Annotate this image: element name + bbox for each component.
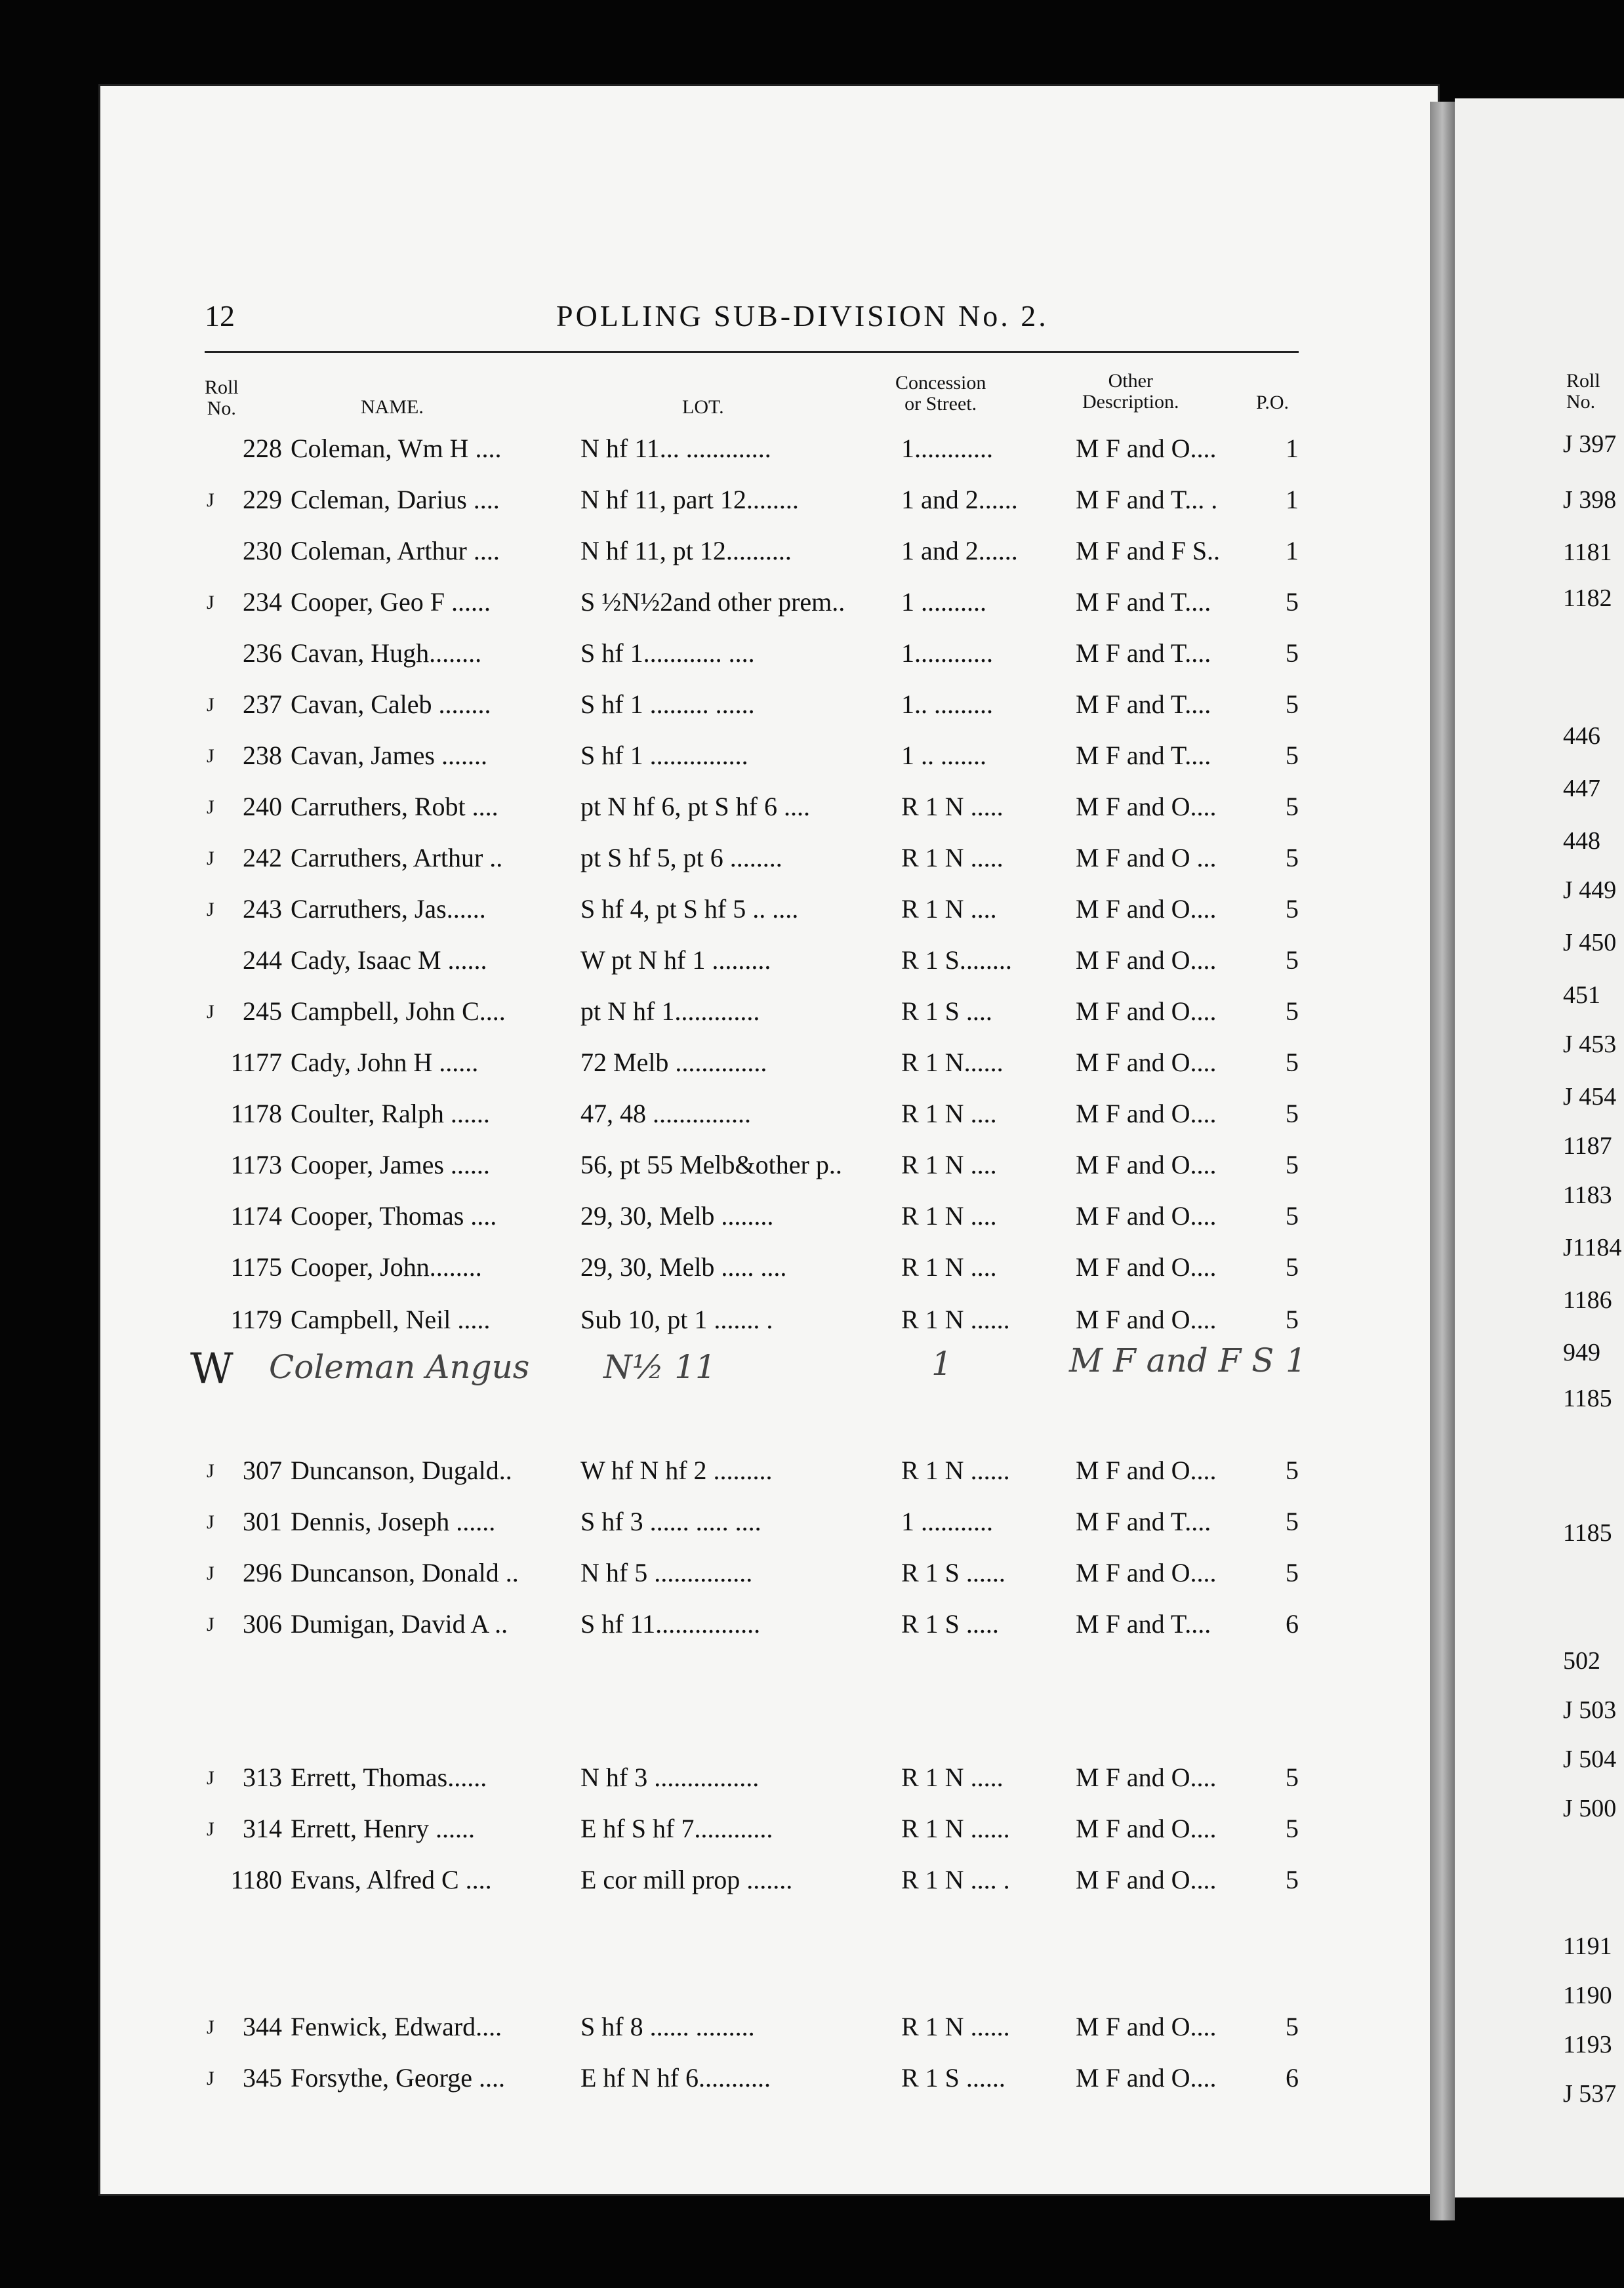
lot: S hf 8 ...... .........: [580, 2012, 755, 2041]
other-description: M F and O....: [1076, 434, 1217, 463]
voter-name: Errett, Henry ......: [291, 1814, 476, 1843]
handwritten-lot: N½ 11: [603, 1348, 716, 1386]
juror-mark: J: [207, 489, 214, 511]
voter-name: Campbell, Neil .....: [291, 1305, 491, 1334]
post-office: 5: [1286, 2012, 1299, 2041]
post-office: 5: [1286, 1558, 1299, 1587]
handwritten-po: 1: [1286, 1341, 1307, 1379]
col-roll-header: [205, 377, 239, 419]
concession: R 1 N ......: [901, 1814, 1010, 1843]
roll-number: 313: [243, 1763, 282, 1792]
other-description: M F and O....: [1076, 1099, 1217, 1128]
roll-number: 1178: [230, 1099, 282, 1128]
next-page-roll-entry: 1183: [1563, 1181, 1612, 1209]
post-office: 5: [1286, 1763, 1299, 1792]
concession: R 1 N ....: [901, 1150, 997, 1179]
voter-name: Cavan, James .......: [291, 741, 487, 770]
juror-mark: J: [207, 1767, 214, 1789]
next-page-roll-entry: 1185: [1563, 1385, 1612, 1412]
header-rule: [205, 351, 1299, 353]
col-roll-line2: No.: [207, 398, 236, 419]
post-office: 1: [1286, 485, 1299, 514]
concession: R 1 N ....: [901, 894, 997, 924]
roll-number: 1174: [230, 1201, 282, 1231]
lot: Sub 10, pt 1 ....... .: [580, 1305, 773, 1334]
col-concession-line2: or Street.: [904, 393, 977, 415]
concession: R 1 N .....: [901, 792, 1004, 821]
post-office: 5: [1286, 1456, 1299, 1485]
next-page-roll-entry: 448: [1563, 827, 1600, 855]
lot: E hf N hf 6...........: [580, 2063, 771, 2093]
post-office: 5: [1286, 638, 1299, 668]
next-page-roll-entry: 451: [1563, 981, 1600, 1009]
concession: R 1 N ....: [901, 1252, 997, 1282]
other-description: M F and O....: [1076, 1201, 1217, 1231]
next-page-roll-entry: J 453: [1563, 1031, 1617, 1058]
other-description: M F and O....: [1076, 1814, 1217, 1843]
concession: 1 ...........: [901, 1507, 993, 1536]
next-page-roll-entry: 1186: [1563, 1286, 1612, 1314]
lot: 47, 48 ...............: [580, 1099, 751, 1128]
juror-mark: J: [207, 1563, 214, 1584]
post-office: 5: [1286, 996, 1299, 1026]
voter-name: Cooper, John........: [291, 1252, 482, 1282]
col-po-header: P.O.: [1256, 392, 1289, 413]
other-description: M F and O....: [1076, 996, 1217, 1026]
next-page-roll-entry: J 537: [1563, 2080, 1617, 2108]
lot: S hf 1............ ....: [580, 638, 755, 668]
roll-number: 1179: [230, 1305, 282, 1334]
concession: R 1 N .... .: [901, 1865, 1010, 1894]
next-page-roll-entry: J 449: [1563, 876, 1617, 904]
other-description: M F and T....: [1076, 741, 1211, 770]
other-description: M F and O....: [1076, 2012, 1217, 2041]
other-description: M F and T....: [1076, 689, 1211, 719]
next-page-roll-entry: 502: [1563, 1647, 1600, 1675]
lot: S ½N½2and other prem..: [580, 587, 845, 617]
roll-number: 229: [243, 485, 282, 514]
juror-mark: J: [207, 1511, 214, 1533]
other-description: M F and O....: [1076, 1305, 1217, 1334]
adjacent-page: [1455, 98, 1624, 2197]
roll-number: 1180: [230, 1865, 282, 1894]
concession: R 1 N......: [901, 1048, 1004, 1077]
next-page-roll-entry: J 500: [1563, 1795, 1617, 1822]
next-page-roll-entry: 1190: [1563, 1982, 1612, 2009]
voter-name: Coleman, Arthur ....: [291, 536, 500, 565]
voter-name: Carruthers, Jas......: [291, 894, 486, 924]
lot: S hf 1 ...............: [580, 741, 748, 770]
other-description: M F and O....: [1076, 1048, 1217, 1077]
col-other-line1: Other: [1108, 370, 1153, 392]
concession: R 1 S ....: [901, 996, 992, 1026]
roll-number: 296: [243, 1558, 282, 1587]
page-title: POLLING SUB-DIVISION No. 2.: [556, 299, 1049, 333]
lot: pt S hf 5, pt 6 ........: [580, 843, 782, 872]
voter-name: Cooper, James ......: [291, 1150, 490, 1179]
post-office: 5: [1286, 1201, 1299, 1231]
voter-name: Fenwick, Edward....: [291, 2012, 502, 2041]
col-concession-header: [895, 373, 986, 415]
concession: 1 and 2......: [901, 485, 1018, 514]
lot: 29, 30, Melb ..... ....: [580, 1252, 787, 1282]
concession: R 1 N ......: [901, 1305, 1010, 1334]
post-office: 5: [1286, 1252, 1299, 1282]
juror-mark: J: [207, 1001, 214, 1023]
next-page-roll-entry: 1181: [1563, 539, 1612, 566]
roll-number: 1177: [230, 1048, 282, 1077]
voter-name: Campbell, John C....: [291, 996, 506, 1026]
post-office: 5: [1286, 945, 1299, 975]
next-page-roll-entry: 447: [1563, 775, 1600, 802]
voter-name: Cavan, Hugh........: [291, 638, 482, 668]
next-page-roll-entry: 1193: [1563, 2031, 1612, 2058]
concession: R 1 N ....: [901, 1201, 997, 1231]
roll-number: 344: [243, 2012, 282, 2041]
lot: E cor mill prop .......: [580, 1865, 793, 1894]
post-office: 5: [1286, 689, 1299, 719]
roll-number: 243: [243, 894, 282, 924]
lot: 29, 30, Melb ........: [580, 1201, 774, 1231]
concession: 1 ..........: [901, 587, 986, 617]
page-gutter: [1430, 102, 1455, 2220]
lot: S hf 3 ...... ..... ....: [580, 1507, 761, 1536]
other-description: M F and O....: [1076, 1865, 1217, 1894]
concession: R 1 N ....: [901, 1099, 997, 1128]
roll-number: 236: [243, 638, 282, 668]
next-page-roll-line2: No.: [1566, 391, 1596, 413]
juror-mark: J: [207, 848, 214, 869]
voter-name: Evans, Alfred C ....: [291, 1865, 492, 1894]
voter-name: Cady, Isaac M ......: [291, 945, 487, 975]
next-page-roll-entry: 1185: [1563, 1519, 1612, 1547]
concession: R 1 S ......: [901, 2063, 1005, 2093]
other-description: M F and T....: [1076, 638, 1211, 668]
col-lot-header: LOT.: [682, 396, 724, 418]
voter-name: Dennis, Joseph ......: [291, 1507, 496, 1536]
col-name-header: NAME.: [361, 396, 424, 418]
post-office: 5: [1286, 792, 1299, 821]
other-description: M F and T....: [1076, 1609, 1211, 1639]
next-page-roll-entry: 446: [1563, 722, 1600, 750]
col-roll-line1: Roll: [205, 377, 239, 398]
concession: 1............: [901, 434, 993, 463]
concession: 1............: [901, 638, 993, 668]
next-page-roll-entry: J 504: [1563, 1746, 1617, 1773]
lot: pt N hf 6, pt S hf 6 ....: [580, 792, 810, 821]
next-page-roll-entry: J 450: [1563, 929, 1617, 956]
voter-name: Ccleman, Darius ....: [291, 485, 500, 514]
other-description: M F and O....: [1076, 1456, 1217, 1485]
voter-name: Cooper, Thomas ....: [291, 1201, 497, 1231]
post-office: 5: [1286, 1865, 1299, 1894]
other-description: M F and T... .: [1076, 485, 1218, 514]
post-office: 1: [1286, 536, 1299, 565]
roll-number: 1173: [230, 1150, 282, 1179]
roll-number: 314: [243, 1814, 282, 1843]
lot: N hf 11, pt 12..........: [580, 536, 792, 565]
concession: R 1 S........: [901, 945, 1012, 975]
roll-number: 234: [243, 587, 282, 617]
voter-name: Forsythe, George ....: [291, 2063, 505, 2093]
roll-number: 245: [243, 996, 282, 1026]
lot: 56, pt 55 Melb&other p..: [580, 1150, 842, 1179]
concession: R 1 S .....: [901, 1609, 999, 1639]
other-description: M F and O....: [1076, 1763, 1217, 1792]
next-page-roll-entry: J 503: [1563, 1696, 1617, 1724]
other-description: M F and T....: [1076, 1507, 1211, 1536]
roll-number: 244: [243, 945, 282, 975]
roll-number: 237: [243, 689, 282, 719]
concession: 1 .. .......: [901, 741, 986, 770]
concession: 1 and 2......: [901, 536, 1018, 565]
next-page-roll-entry: J 454: [1563, 1083, 1617, 1111]
post-office: 5: [1286, 741, 1299, 770]
concession: R 1 S ......: [901, 1558, 1005, 1587]
lot: N hf 11, part 12........: [580, 485, 799, 514]
voter-name: Duncanson, Donald ..: [291, 1558, 519, 1587]
handwritten-concession: 1: [931, 1345, 952, 1383]
post-office: 5: [1286, 1814, 1299, 1843]
roll-number: 240: [243, 792, 282, 821]
roll-number: 230: [243, 536, 282, 565]
juror-mark: J: [207, 592, 214, 613]
next-page-roll-entry: J 398: [1563, 486, 1617, 514]
handwritten-description: M F and F S: [1069, 1341, 1274, 1379]
roll-number: 307: [243, 1456, 282, 1485]
next-page-roll-header: [1566, 371, 1600, 413]
post-office: 5: [1286, 1507, 1299, 1536]
voter-name: Coleman, Wm H ....: [291, 434, 502, 463]
juror-mark: J: [207, 1460, 214, 1482]
lot: S hf 1 ......... ......: [580, 689, 755, 719]
concession: R 1 N .....: [901, 1763, 1004, 1792]
lot: S hf 4, pt S hf 5 .. ....: [580, 894, 799, 924]
other-description: M F and T....: [1076, 587, 1211, 617]
juror-mark: J: [207, 694, 214, 716]
post-office: 6: [1286, 2063, 1299, 2093]
roll-number: 345: [243, 2063, 282, 2093]
lot: pt N hf 1.............: [580, 996, 760, 1026]
roll-number: 301: [243, 1507, 282, 1536]
lot: N hf 3 ................: [580, 1763, 760, 1792]
roll-number: 238: [243, 741, 282, 770]
post-office: 5: [1286, 1099, 1299, 1128]
voter-name: Coulter, Ralph ......: [291, 1099, 490, 1128]
next-page-roll-entry: J 397: [1563, 430, 1617, 458]
voter-name: Dumigan, David A ..: [291, 1609, 508, 1639]
juror-mark: J: [207, 796, 214, 818]
next-page-roll-entry: 1182: [1563, 584, 1612, 612]
post-office: 5: [1286, 587, 1299, 617]
roll-number: 228: [243, 434, 282, 463]
lot: N hf 5 ...............: [580, 1558, 753, 1587]
voter-name: Carruthers, Robt ....: [291, 792, 498, 821]
other-description: M F and O....: [1076, 2063, 1217, 2093]
other-description: M F and O....: [1076, 945, 1217, 975]
voter-name: Errett, Thomas......: [291, 1763, 487, 1792]
col-concession-line1: Concession: [895, 372, 986, 394]
other-description: M F and O....: [1076, 1150, 1217, 1179]
other-description: M F and O....: [1076, 894, 1217, 924]
other-description: M F and O....: [1076, 1558, 1217, 1587]
other-description: M F and O....: [1076, 1252, 1217, 1282]
voter-name: Cooper, Geo F ......: [291, 587, 491, 617]
post-office: 5: [1286, 1048, 1299, 1077]
col-other-header: [1082, 371, 1179, 413]
lot: W hf N hf 2 .........: [580, 1456, 773, 1485]
post-office: 5: [1286, 894, 1299, 924]
concession: R 1 N ......: [901, 1456, 1010, 1485]
juror-mark: J: [207, 1818, 214, 1840]
roll-number: 306: [243, 1609, 282, 1639]
voter-name: Carruthers, Arthur ..: [291, 843, 503, 872]
juror-mark: J: [207, 2016, 214, 2038]
lot: 72 Melb ..............: [580, 1048, 767, 1077]
lot: W pt N hf 1 .........: [580, 945, 771, 975]
voter-name: Duncanson, Dugald..: [291, 1456, 512, 1485]
post-office: 6: [1286, 1609, 1299, 1639]
juror-mark: J: [207, 745, 214, 767]
voter-name: Cavan, Caleb ........: [291, 689, 491, 719]
post-office: 5: [1286, 1150, 1299, 1179]
col-other-line2: Description.: [1082, 391, 1179, 413]
post-office: 5: [1286, 1305, 1299, 1334]
handwritten-name: Coleman Angus: [269, 1348, 530, 1386]
handwritten-mark: W: [190, 1345, 233, 1393]
roll-number: 242: [243, 843, 282, 872]
next-page-roll-entry: 1191: [1563, 1932, 1612, 1960]
juror-mark: J: [207, 899, 214, 920]
concession: R 1 N ......: [901, 2012, 1010, 2041]
lot: S hf 11................: [580, 1609, 761, 1639]
other-description: M F and O ...: [1076, 843, 1217, 872]
juror-mark: J: [207, 1614, 214, 1635]
next-page-roll-entry: 949: [1563, 1339, 1600, 1366]
concession: R 1 N .....: [901, 843, 1004, 872]
concession: 1.. .........: [901, 689, 993, 719]
other-description: M F and F S..: [1076, 536, 1221, 565]
lot: N hf 11... .............: [580, 434, 771, 463]
next-page-roll-entry: J1184: [1563, 1234, 1622, 1261]
roll-number: 1175: [230, 1252, 282, 1282]
page-number: 12: [205, 299, 235, 333]
post-office: 1: [1286, 434, 1299, 463]
other-description: M F and O....: [1076, 792, 1217, 821]
post-office: 5: [1286, 843, 1299, 872]
next-page-roll-entry: 1187: [1563, 1132, 1612, 1160]
lot: E hf S hf 7............: [580, 1814, 773, 1843]
voter-name: Cady, John H ......: [291, 1048, 479, 1077]
next-page-roll-line1: Roll: [1566, 370, 1600, 392]
juror-mark: J: [207, 2068, 214, 2089]
